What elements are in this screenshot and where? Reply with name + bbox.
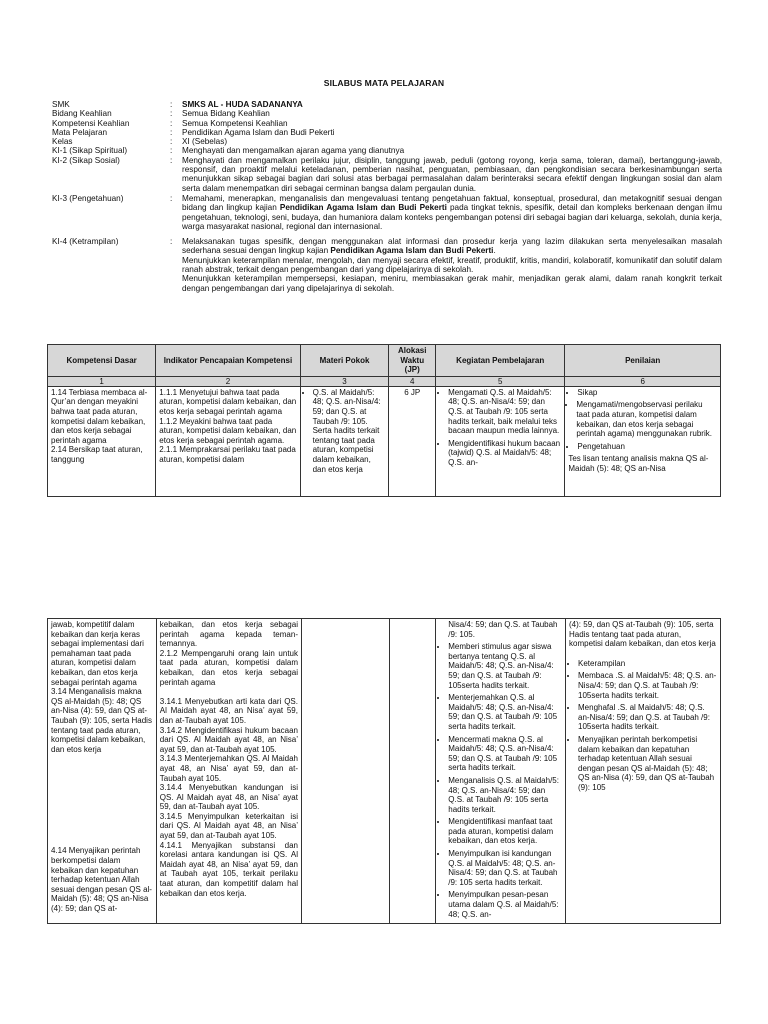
header-penilaian: Penilaian xyxy=(565,345,721,377)
table-row xyxy=(48,619,721,924)
info-row: KI-4 (Ketrampilan) : Melaksanakan tugas spesifik, dengan menggunakan alat informasi dan prosedur kerja yang lazim dilakukan serta menyelesaikan masalah sederhana sesuai dengan lingkup kajian Pendidikan Agama Islam dan Budi Pekerti. Menunjukkan keterampilan menalar, mengolah, dan menyaji secara efektif, kreatif, produktif, kritis, mandiri, kolaboratif, komunikatif dan solutif dalam ranah abstrak, terkait dengan pengembangan dari yang dipelajarinya di sekolah. Menunjukkan keterampilan mempersepsi, kesiapan, meniru, membiasakan gerak mahir, menjadikan gerak alami, dalam ranah kongkrit terkait dengan pengembangan dari yang dipelajarinya di sekolah. xyxy=(52,237,722,293)
info-value: SMKS AL - HUDA SADANANYA xyxy=(182,100,303,109)
syllabus-info xyxy=(52,100,722,293)
cell-alokasi xyxy=(390,619,436,924)
cell-penilaian: • Sikap • Mengamati/mengobservasi perilaku taat pada aturan, kompetisi dalam kebaikan, dan etos kerja sebagai perintah agama) menggunakan rubrik. • Pengetahuan Tes lisan tentang analisis makna QS al-Maidah (5): 48; QS an-Nisa xyxy=(565,386,721,496)
info-value: Menghayati dan mengamalkan ajaran agama yang dianutnya xyxy=(182,146,405,156)
cell-indikator: 1.1.1 Menyetujui bahwa taat pada aturan, kompetisi dalam kebaikan, dan etos kerja sebagai perintah agama 1.1.2 Meyakini bahwa taat pada aturan, kompetisi dalam kebaikan, dan etos kerja sebagai perintah agama. 2.1.1 Memprakarsai perilaku taat pada aturan, kompetisi dalam xyxy=(156,386,300,496)
info-label: Bidang Keahlian xyxy=(52,109,112,119)
cell-indikator: kebaikan, dan etos kerja sebagai perintah agama kepada teman-temannya. 2.1.2 Mempengaruhi orang lain untuk taat pada aturan, kompetisi dalam kebaikan, dan etos kerja sebagai perintah agama 3.14.1 Menyebutkan arti kata dari QS. Al Maidah ayat 48, an Nisa’ ayat 59, dan at-Taubah ayat 105. 3.14.2 Mengidentifikasi hukum bacaan dari QS. Al Maidah ayat 48, an Nisa’ ayat 59, dan at-Taubah ayat 105. 3.14.3 Menterjemahkan QS. Al Maidah ayat 48, an Nisa’ ayat 59, dan at-Taubah ayat 105. 3.14.4 Menyebutkan kandungan isi QS. Al Maidah ayat 48, an Nisa’ ayat 59, dan at-Taubah ayat 105. 3.14.5 Menyimpulkan keterkaitan isi dari QS. Al Maidah ayat 48, an Nisa’ ayat 59, dan at-Taubah ayat 105. 4.14.1 Menyajikan substansi dan korelasi antara kandungan isi QS. Al Maidah ayat 48, an Nisa’ ayat 59, dan at Taubah ayat 105, terkait perilaku taat aturan, dan kompetitif dalam hal kebaikan dan etos kerja. xyxy=(156,619,301,924)
info-value: Melaksanakan tugas spesifik, dengan menggunakan alat informasi dan prosedur kerja yang lazim dilakukan serta menyelesaikan masalah sederhana sesuai dengan lingkup kajian Pendidikan Agama Islam dan Budi Pekerti. Menunjukkan keterampilan menalar, mengolah, dan menyaji secara efektif, kreatif, produktif, kritis, mandiri, kolaboratif, komunikatif dan solutif dalam ranah abstrak, terkait dengan pengembangan dari yang dipelajarinya di sekolah. Menunjukkan keterampilan mempersepsi, kesiapan, meniru, membiasakan gerak mahir, menjadikan gerak alami, dalam ranah kongkrit terkait dengan pengembangan dari yang dipelajarinya di sekolah. xyxy=(182,237,722,293)
info-row: SMK : SMKS AL - HUDA SADANANYA xyxy=(52,100,722,109)
info-label: KI-1 (Sikap Spiritual) xyxy=(52,146,128,156)
info-row: Kompetensi Keahlian : Semua Kompetensi Keahlian xyxy=(52,119,722,128)
info-label: Kompetensi Keahlian xyxy=(52,118,130,128)
info-row: KI-3 (Pengetahuan) : Memahami, menerapkan, menganalisis dan mengevaluasi tentang pengetahuan faktual, konseptual, prosedural, dan metakognitif sesuai dengan bidang dan lingkup kajian Pendidikan Agama Islam dan Budi Pekerti pada tingkat teknis, spesifik, detail dan kompleks berkenaan dengan ilmu pengetahuan, teknologi, seni, budaya, dan humaniora dalam konteks pengembangan potensi diri sebagai bagian dari keluarga, sekolah, dunia kerja, warga masyarakat nasional, regional dan internasional. xyxy=(52,193,722,231)
info-value: Pendidikan Agama Islam dan Budi Pekerti xyxy=(182,127,335,137)
info-row: Bidang Keahlian : Semua Bidang Keahlian xyxy=(52,109,722,118)
header-indikator: Indikator Pencapaian Kompetensi xyxy=(156,345,300,377)
cell-kegiatan: • Mengamati Q.S. al Maidah/5: 48; Q.S. an-Nisa/4: 59; dan Q.S. at Taubah /9: 105 serta hadits terkait, baik melalui teks bacaan maupun media lainnya. • Mengidentifikasi hukum bacaan (tajwid) Q.S. al Maidah/5: 48; Q.S. an- xyxy=(436,386,565,496)
info-row: KI-1 (Sikap Spiritual) : Menghayati dan mengamalkan ajaran agama yang dianutnya xyxy=(52,146,722,155)
info-label: KI-4 (Ketrampilan) xyxy=(52,237,119,247)
info-value: Semua Bidang Keahlian xyxy=(182,109,270,119)
info-row: Mata Pelajaran : Pendidikan Agama Islam dan Budi Pekerti xyxy=(52,128,722,137)
info-label: SMK xyxy=(52,100,70,109)
info-label: KI-3 (Pengetahuan) xyxy=(52,193,124,203)
info-label: Kelas xyxy=(52,137,73,147)
info-value: Memahami, menerapkan, menganalisis dan mengevaluasi tentang pengetahuan faktual, konseptual, prosedural, dan metakognitif sesuai dengan bidang dan lingkup kajian Pendidikan Agama Islam dan Budi Pekerti pada tingkat teknis, spesifik, detail dan kompleks berkenaan dengan ilmu pengetahuan, teknologi, seni, budaya, dan humaniora dalam konteks pengembangan potensi diri sebagai bagian dari keluarga, sekolah, dunia kerja, warga masyarakat nasional, regional dan internasional. xyxy=(182,193,722,231)
info-label: KI-2 (Sikap Sosial) xyxy=(52,155,120,165)
info-value: Semua Kompetensi Keahlian xyxy=(182,118,288,128)
header-kegiatan: Kegiatan Pembelajaran xyxy=(436,345,565,377)
table-header-row xyxy=(48,345,721,377)
syllabus-table-continued xyxy=(47,618,721,924)
header-alokasi-waktu: Alokasi Waktu (JP) xyxy=(389,345,436,377)
info-value: Menghayati dan mengamalkan perilaku jujur, disiplin, tanggung jawab, peduli (gotong royong, kerja sama, toleran, damai), bertanggung-jawab, responsif, dan proaktif melalui keteladanan, pemberian nasihat, penguatan, pembiasaan, dan pengkondisian secara berkesinambungan serta menunjukkan sikap sebagai bagian dari solusi atas berbagai permasalahan dalam berinteraksi secara efektif dengan lingkungan sosial dan alam serta dalam menempatkan diri sebagai cerminan bangsa dalam pergaulan dunia. xyxy=(182,155,722,193)
cell-materi xyxy=(301,619,389,924)
cell-kompetensi-dasar: jawab, kompetitif dalam kebaikan dan kerja keras sebagai implementasi dari pemahaman taat pada aturan, kompetisi dalam kebaikan, dan etos kerja sebagai perintah agama 3.14 Menganalisis makna QS al-Maidah (5): 48; QS an-Nisa (4): 59, dan QS at-Taubah (9): 105, serta Hadis tentang taat pada aturan, kompetisi dalam kebaikan, dan etos kerja 4.14 Menyajikan perintah berkompetisi dalam kebaikan dan kepatuhan terhadap ketentuan Allah sesuai dengan pesan QS al-Maidah (5): 48; QS an-Nisa (4): 59; dan QS at- xyxy=(48,619,157,924)
cell-penilaian: (4): 59, dan QS at-Taubah (9): 105, serta Hadis tentang taat pada aturan, kompetisi dalam kebaikan, dan etos kerja • Keterampilan • Membaca .S. al Maidah/5: 48; Q.S. an-Nisa/4: 59; dan Q.S. at Taubah /9: 105serta hadits terkait. • Menghafal .S. al Maidah/5: 48; Q.S. an-Nisa/4: 59; dan Q.S. at Taubah /9: 105serta hadits terkait. • Menyajikan perintah berkompetisi dalam kebaikan dan kepatuhan terhadap ketentuan Allah sesuai dengan pesan QS al-Maidah (5): 48; QS an-Nisa (4): 59, dan QS at-Taubah (9): 105 xyxy=(566,619,721,924)
page-gap xyxy=(0,560,768,618)
table-number-row: 1 2 3 4 5 6 xyxy=(48,376,721,386)
cell-alokasi: 6 JP xyxy=(389,386,436,496)
header-materi-pokok: Materi Pokok xyxy=(300,345,389,377)
table-row xyxy=(48,386,721,496)
header-kompetensi-dasar: Kompetensi Dasar xyxy=(48,345,156,377)
info-row: KI-2 (Sikap Sosial) : Menghayati dan mengamalkan perilaku jujur, disiplin, tanggung jawab, peduli (gotong royong, kerja sama, toleran, damai), bertanggung-jawab, responsif, dan proaktif melalui keteladanan, pemberian nasihat, penguatan, pembiasaan, dan pengkondisian secara berkesinambungan serta menunjukkan sikap sebagai bagian dari solusi atas berbagai permasalahan dalam berinteraksi secara efektif dengan lingkungan sosial dan alam serta dalam menempatkan diri sebagai cerminan bangsa dalam pergaulan dunia. xyxy=(52,155,722,193)
page-title: SILABUS MATA PELAJARAN xyxy=(323,78,445,88)
document-page-2 xyxy=(0,618,768,1024)
cell-kompetensi-dasar: 1.14 Terbiasa membaca al-Qur’an dengan meyakini bahwa taat pada aturan, kompetisi dalam kebaikan, dan etos kerja sebagai perintah agama 2.14 Bersikap taat aturan, tanggung xyxy=(48,386,156,496)
cell-kegiatan: Nisa/4: 59; dan Q.S. at Taubah /9: 105. • Memberi stimulus agar siswa bertanya tentang Q.S. al Maidah/5: 48; Q.S. an-Nisa/4: 59; dan Q.S. at Taubah /9: 105serta hadits terkait. • Menterjemahkan Q.S. al Maidah/5: 48; Q.S. an-Nisa/4: 59; dan Q.S. at Taubah /9: 105 serta hadits terkait. • Mencermati makna Q.S. al Maidah/5: 48; Q.S. an-Nisa/4: 59; dan Q.S. at Taubah /9: 105 serta hadits terkait. • Menganalisis Q.S. al Maidah/5: 48; Q.S. an-Nisa/4: 59; dan Q.S. at Taubah /9: 105 serta hadits terkait. • Mengidentifikasi manfaat taat pada aturan, kompetisi dalam kebaikan, dan etos kerja. • Menyimpulkan isi kandungan Q.S. al Maidah/5: 48; Q.S. an-Nisa/4: 59; dan Q.S. at Taubah /9: 105 serta hadits terkait. • Menyimpulkan pesan-pesan utama dalam Q.S. al Maidah/5: 48; Q.S. an- xyxy=(436,619,566,924)
cell-materi: • Q.S. al Maidah/5: 48; Q.S. an-Nisa/4: 59; dan Q.S. at Taubah /9: 105. Serta hadits terkait tentang taat pada aturan, kompetisi dalam kebaikan, dan etos kerja xyxy=(300,386,389,496)
info-value: XI (Sebelas) xyxy=(182,137,228,147)
info-label: Mata Pelajaran xyxy=(52,127,108,137)
info-row: Kelas : XI (Sebelas) xyxy=(52,137,722,146)
syllabus-table xyxy=(47,344,721,497)
